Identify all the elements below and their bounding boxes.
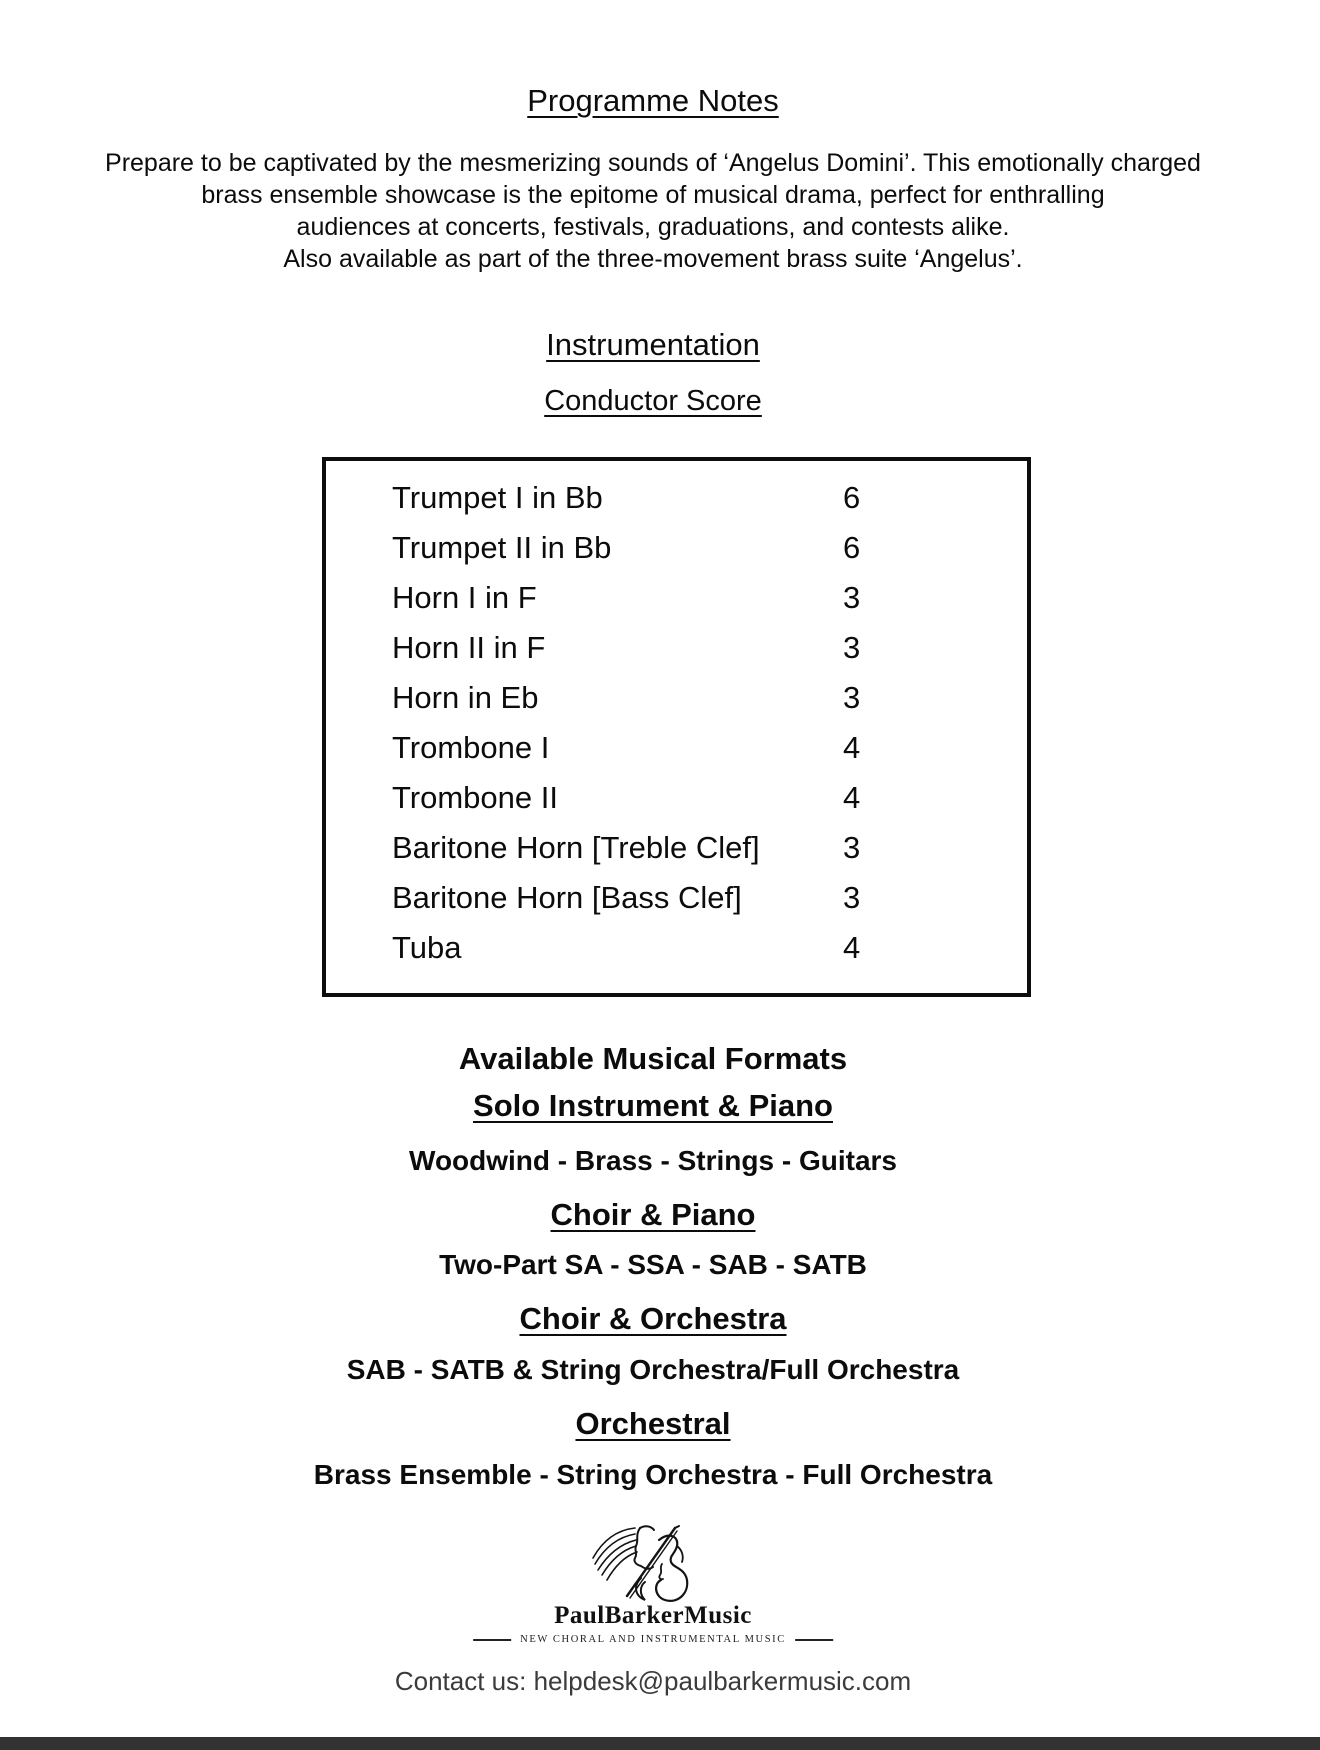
contact-line: Contact us: helpdesk@paulbarkermusic.com [394, 1666, 912, 1696]
table-row [326, 673, 1027, 723]
intro-line: brass ensemble showcase is the epitome of musical drama, perfect for enthralling [201, 181, 1105, 209]
format-section-title: Choir & Orchestra [519, 1301, 787, 1336]
instrumentation-heading: Instrumentation [546, 327, 760, 362]
instrument-count: 4 [843, 730, 861, 765]
format-section-title: Choir & Piano [550, 1197, 756, 1232]
table-row [326, 473, 1027, 523]
instrument-name: Trumpet II in Bb [392, 530, 612, 565]
brand-tagline [473, 1634, 833, 1645]
format-section-title: Solo Instrument & Piano [473, 1088, 833, 1123]
instrument-name: Tuba [392, 930, 462, 965]
instrument-count: 3 [843, 830, 861, 865]
format-section-items: Brass Ensemble - String Orchestra - Full Orchestra [313, 1459, 993, 1490]
instrument-name: Baritone Horn [Bass Clef] [392, 880, 742, 915]
intro-line: Also available as part of the three-movement brass suite ‘Angelus’. [283, 245, 1023, 273]
format-section-items: SAB - SATB & String Orchestra/Full Orchestra [346, 1354, 960, 1385]
tagline-rule-left [473, 1639, 511, 1641]
table-row [326, 823, 1027, 873]
table-row [326, 573, 1027, 623]
page-title: Programme Notes [527, 83, 779, 118]
format-section-items: Woodwind - Brass - Strings - Guitars [409, 1145, 897, 1176]
instrument-name: Trumpet I in Bb [392, 480, 603, 515]
instrument-count: 3 [843, 630, 861, 665]
conductor-score-subheading: Conductor Score [544, 385, 762, 417]
instrument-count: 3 [843, 880, 861, 915]
bottom-bar [0, 1737, 1320, 1750]
violin-logo-icon [583, 1520, 715, 1610]
intro-paragraph [0, 147, 1306, 275]
instrument-name: Horn I in F [392, 580, 537, 615]
instrument-name: Baritone Horn [Treble Clef] [392, 830, 760, 865]
instrument-count: 6 [843, 530, 861, 565]
instrument-count: 4 [843, 780, 861, 815]
table-row [326, 923, 1027, 973]
format-section-items: Two-Part SA - SSA - SAB - SATB [439, 1249, 867, 1280]
instrument-table [322, 457, 1031, 997]
instrument-name: Horn II in F [392, 630, 546, 665]
instrument-count: 3 [843, 680, 861, 715]
instrument-count: 3 [843, 580, 861, 615]
table-row [326, 523, 1027, 573]
table-row [326, 723, 1027, 773]
intro-line: Prepare to be captivated by the mesmerizing sounds of ‘Angelus Domini’. This emotionally charged [105, 149, 1201, 177]
table-row [326, 773, 1027, 823]
instrument-name: Trombone I [392, 730, 550, 765]
instrument-count: 4 [843, 930, 861, 965]
format-section-title: Orchestral [575, 1406, 731, 1441]
brand-tagline-text: NEW CHORAL AND INSTRUMENTAL MUSIC [520, 1634, 786, 1645]
formats-heading: Available Musical Formats [458, 1041, 848, 1076]
instrument-name: Horn in Eb [392, 680, 539, 715]
brand-name: PaulBarkerMusic [554, 1602, 752, 1629]
table-row [326, 623, 1027, 673]
instrument-name: Trombone II [392, 780, 558, 815]
table-row [326, 873, 1027, 923]
tagline-rule-right [795, 1639, 833, 1641]
intro-line: audiences at concerts, festivals, graduations, and contests alike. [296, 213, 1010, 241]
instrument-count: 6 [843, 480, 861, 515]
